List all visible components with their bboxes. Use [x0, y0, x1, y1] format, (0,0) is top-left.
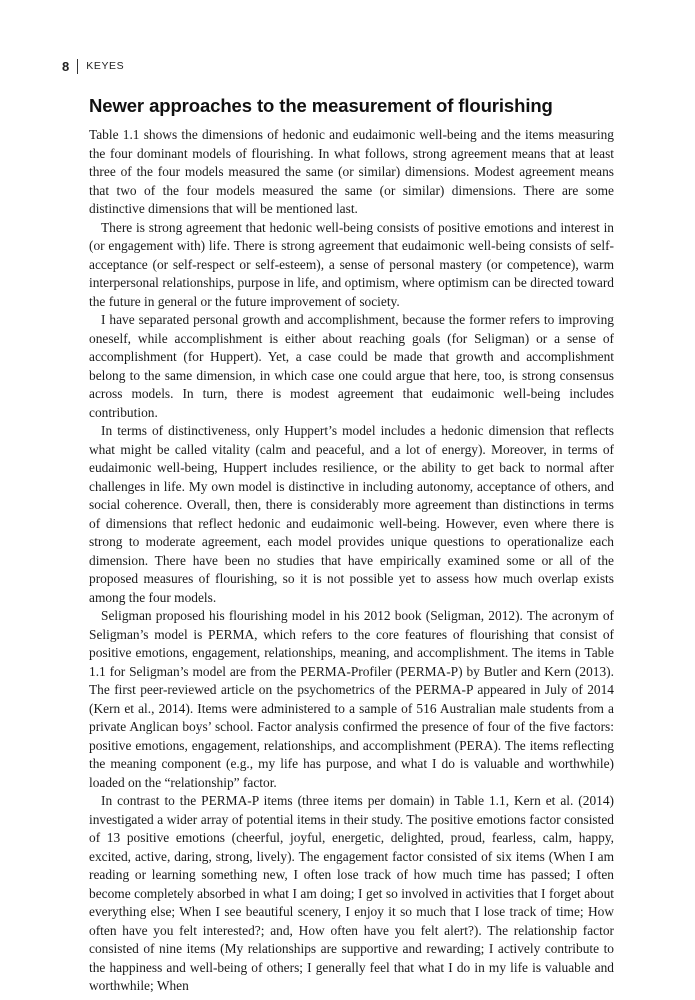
paragraph-4: In terms of distinctiveness, only Huppert’s model includes a hedonic dimension that reflects what might be called vitality (calm and peaceful, and a lot of energy). Moreover, in terms of eudaimonic well-being, Huppert includes resilience, or the ability to get back to normal after challenges in life. My own model is distinctive in including autonomy, acceptance of others, and social coherence. Overall, then, there is considerably more agreement than distinctions in terms of dimensions that reflect hedonic and eudaimonic well-being. However, even where there is strong to moderate agreement, each model provides unique questions to operationalize each dimension. There have been no studies that have empirically examined some or all of the proposed measures of flourishing, so it is not possible yet to assess how much overlap exists among the four models. — [89, 423, 614, 605]
paragraph-5: Seligman proposed his flourishing model in his 2012 book (Seligman, 2012). The acronym of Seligman’s model is PERMA, which refers to the core features of flourishing that consist of positive emotions, engagement, relationships, meaning, and accomplishment. The items in Table 1.1 for Seligman’s model are from the PERMA-Profiler (PERMA-P) by Butler and Kern (2013). The first peer-reviewed article on the psychometrics of the PERMA-P appeared in July of 2014 (Kern et al., 2014). Items were administered to a sample of 516 Australian male students from a private Anglican boys’ school. Factor analysis confirmed the presence of four of the five factors: positive emotions, engagement, relationships, and accomplishment (PERA). The items reflecting the meaning component (e.g., my life has purpose, and what I do is valuable and worthwhile) loaded on the “relationship” factor. — [89, 608, 614, 790]
body-text — [89, 126, 614, 996]
running-head-divider — [77, 59, 78, 74]
paragraph-1: Table 1.1 shows the dimensions of hedonic and eudaimonic well-being and the items measuring the four dominant models of flourishing. In what follows, strong agreement means that at least three of the four models measured the same (or similar) dimensions. Modest agreement means that two of the four models measured the same (or similar) dimensions. There are some distinctive dimensions that will be mentioned last. — [89, 127, 614, 216]
running-head — [62, 57, 124, 75]
section-heading: Newer approaches to the measurement of flourishing — [89, 95, 553, 116]
running-head-author: KEYES — [86, 60, 125, 72]
paragraph-3: I have separated personal growth and accomplishment, because the former refers to improving oneself, while accomplishment is either about reaching goals (for Seligman) or a sense of accomplishment (for Huppert). Yet, a case could be made that growth and accomplishment belong to the same dimension, in which case one could argue that here, too, is strong consensus across models. In turn, there is modest agreement that eudaimonic well-being includes contribution. — [89, 312, 614, 420]
paragraph-2: There is strong agreement that hedonic well-being consists of positive emotions and interest in (or engagement with) life. There is strong agreement that eudaimonic well-being consists of self-acceptance (or self-respect or self-esteem), a sense of personal mastery (or competence), warm interpersonal relationships, purpose in life, and optimism, where optimism can be directed toward the future in general or the future improvement of society. — [89, 219, 614, 309]
page-number: 8 — [62, 58, 70, 74]
paragraph-6: In contrast to the PERMA-P items (three items per domain) in Table 1.1, Kern et al. (2014) investigated a wider array of potential items in their study. The positive emotions factor consisted of 13 positive emotions (cheerful, joyful, energetic, delighted, proud, fearless, calm, happy, excited, active, daring, strong, lively). The engagement factor consisted of six items (When I am reading or learning something new, I often lose track of how much time has passed; I often become completely absorbed in what I am doing; I get so involved in activities that I forget about everything else; When I see beautiful scenery, I enjoy it so much that I lose track of time; How often have you felt interested?; and, How often have you felt alert?). The relationship factor consisted of nine items (My relationships are supportive and rewarding; I actively contribute to the happiness and well-being of others; I generally feel that what I do in my life is valuable and worthwhile; When — [89, 793, 614, 993]
